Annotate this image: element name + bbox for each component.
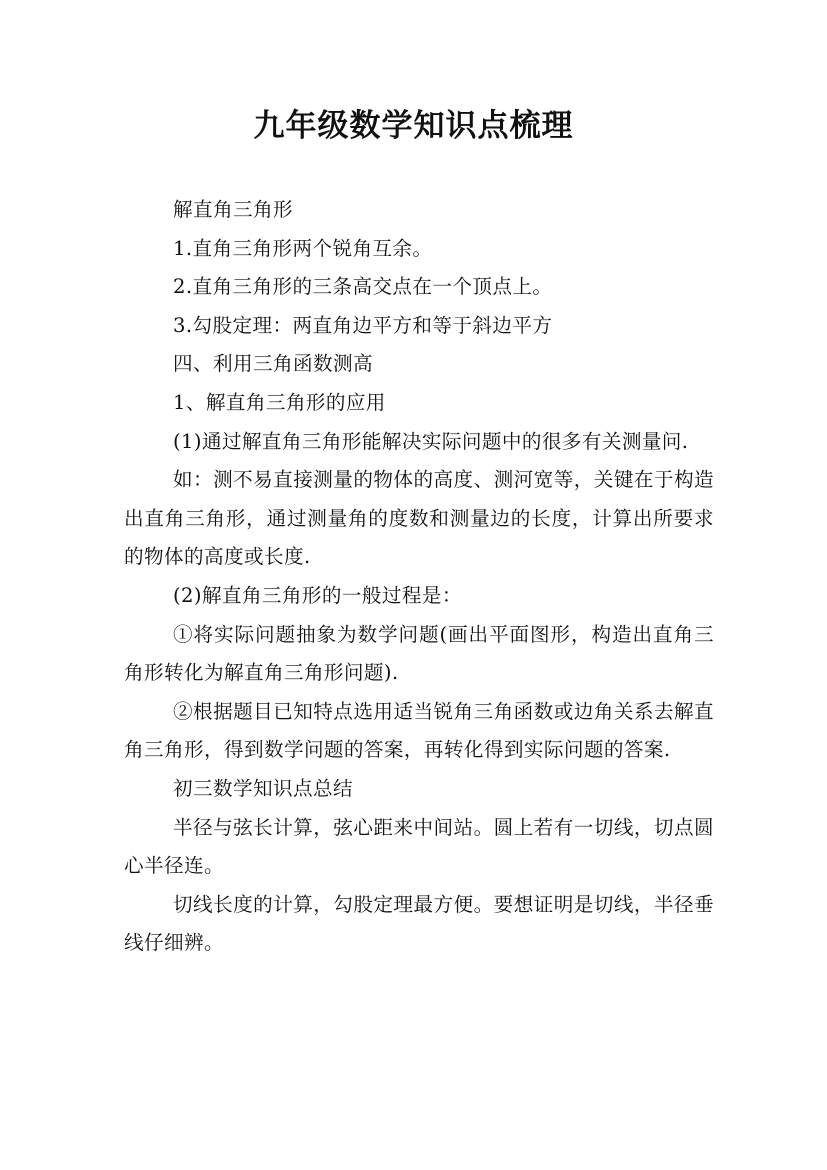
section-heading: 初三数学知识点总结 <box>173 776 353 800</box>
paragraph: 2.直角三角形的三条高交点在一个顶点上。 <box>173 275 553 299</box>
section-heading: 1、解直角三角形的应用 <box>173 390 386 414</box>
paragraph: (1)通过解直角三角形能解决实际问题中的很多有关测量问. <box>173 429 689 453</box>
paragraph: 半径与弦长计算，弦心距来中间站。圆上若有一切线，切点圆心半径连。 <box>124 815 714 878</box>
paragraph: 3.勾股定理：两直角边平方和等于斜边平方 <box>173 313 553 337</box>
paragraph: (2)解直角三角形的一般过程是： <box>173 583 462 607</box>
document-title: 九年级数学知识点梳理 <box>253 108 574 144</box>
paragraph: ①将实际问题抽象为数学问题(画出平面图形，构造出直角三角形转化为解直角三角形问题). <box>124 622 714 685</box>
paragraph: 1.直角三角形两个锐角互余。 <box>173 236 433 260</box>
section-heading: 四、利用三角函数测高 <box>173 352 373 376</box>
paragraph: ②根据题目已知特点选用适当锐角三角函数或边角关系去解直角三角形，得到数学问题的答案，再转化得到实际问题的答案. <box>124 699 714 762</box>
paragraph: 如：测不易直接测量的物体的高度、测河宽等，关键在于构造出直角三角形，通过测量角的度数和测量边的长度，计算出所要求的物体的高度或长度. <box>124 468 714 569</box>
paragraph: 切线长度的计算，勾股定理最方便。要想证明是切线，半径垂线仔细辨。 <box>124 892 714 955</box>
section-heading: 解直角三角形 <box>173 198 293 221</box>
document-body <box>124 191 714 963</box>
